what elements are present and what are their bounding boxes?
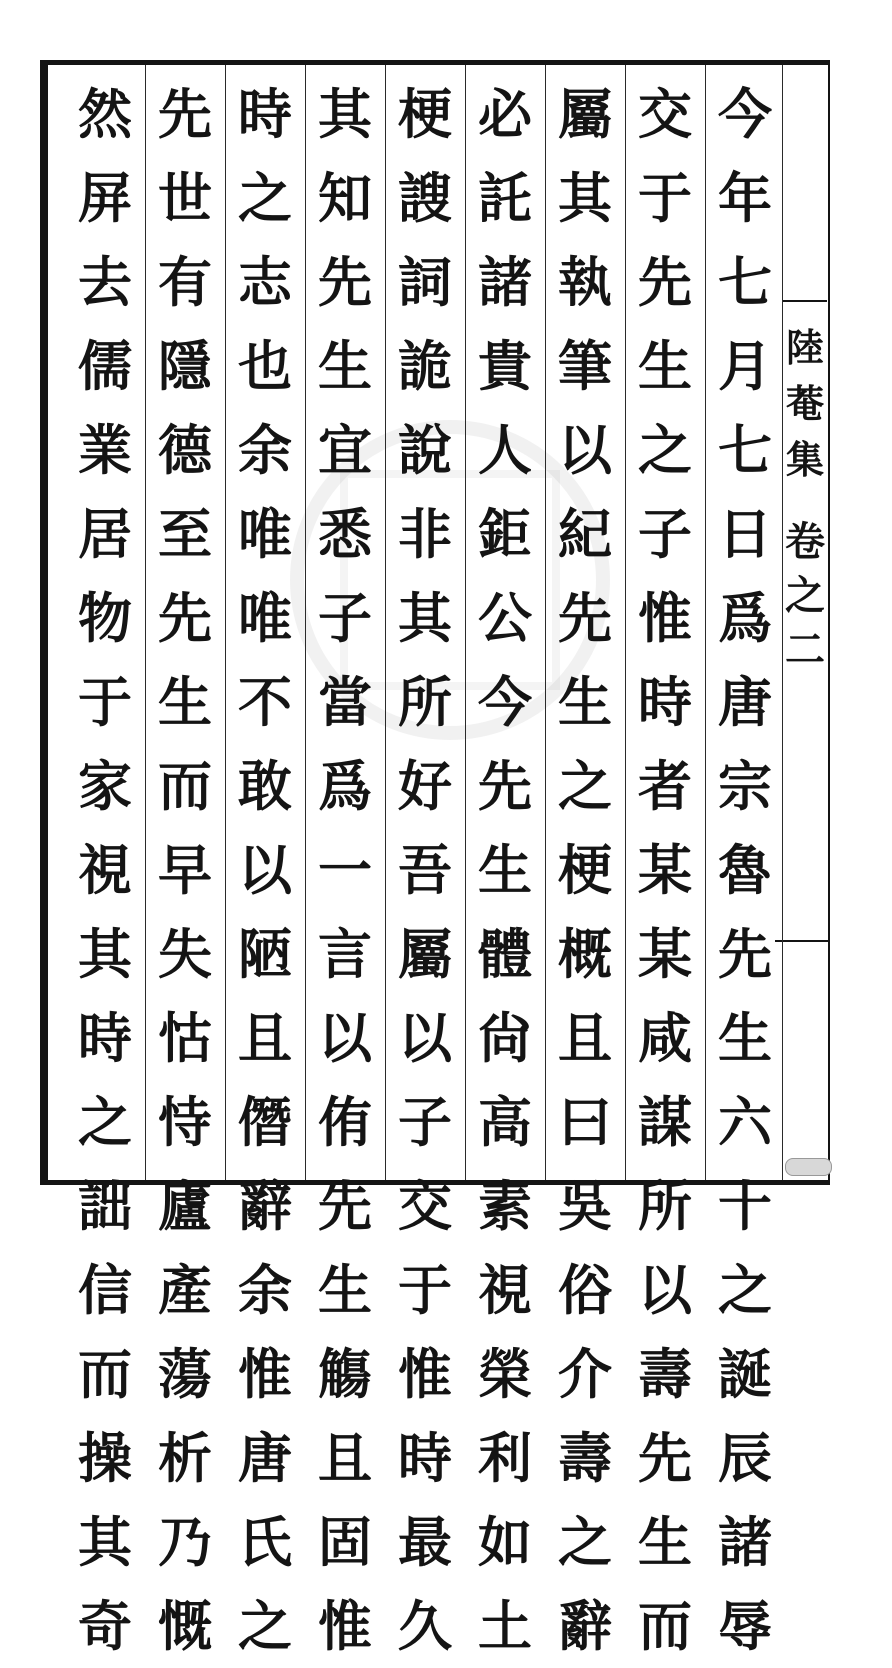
text-column: [629, 72, 701, 1668]
text-char: 託: [478, 166, 532, 230]
text-char: 生: [318, 1258, 372, 1322]
text-char: 爲: [718, 586, 772, 650]
text-char: 子: [638, 502, 692, 566]
text-char: 生: [318, 334, 372, 398]
column-rule: [145, 65, 146, 1180]
text-char: 日: [718, 502, 772, 566]
text-char: 先: [318, 250, 372, 314]
text-char: 惟: [638, 586, 692, 650]
text-char: 時: [238, 82, 292, 146]
text-char: 于: [398, 1258, 452, 1322]
text-char: 所: [638, 1174, 692, 1238]
text-char: 惟: [238, 1342, 292, 1406]
text-char: 爲: [318, 754, 372, 818]
text-column: [149, 72, 221, 1668]
text-char: 敢: [238, 754, 292, 818]
text-column: [69, 72, 141, 1668]
text-column: [309, 72, 381, 1668]
text-char: 生: [158, 670, 212, 734]
text-char: 屬: [558, 82, 612, 146]
text-char: 土: [478, 1594, 532, 1658]
text-char: 所: [398, 670, 452, 734]
text-char: 必: [478, 82, 532, 146]
text-char: 而: [78, 1342, 132, 1406]
text-char: 體: [478, 922, 532, 986]
text-char: 家: [78, 754, 132, 818]
scroll-roller: [785, 1158, 832, 1176]
text-char: 有: [158, 250, 212, 314]
text-char: 慨: [158, 1594, 212, 1658]
book-title: [783, 320, 827, 488]
volume-char: 之: [785, 572, 825, 619]
text-char: 介: [558, 1342, 612, 1406]
text-char: 誕: [718, 1342, 772, 1406]
text-char: 十: [718, 1174, 772, 1238]
text-char: 析: [158, 1426, 212, 1490]
text-char: 志: [238, 250, 292, 314]
text-char: 之: [558, 1510, 612, 1574]
text-char: 辭: [558, 1594, 612, 1658]
text-char: 諸: [718, 1510, 772, 1574]
text-char: 咸: [638, 1006, 692, 1070]
text-char: 知: [318, 166, 372, 230]
text-char: 生: [478, 838, 532, 902]
text-char: 交: [638, 82, 692, 146]
text-char: 辰: [718, 1426, 772, 1490]
column-rule: [385, 65, 386, 1180]
volume-label: [783, 515, 827, 677]
column-rule: [465, 65, 466, 1180]
text-char: 蕩: [158, 1342, 212, 1406]
text-char: 其: [318, 82, 372, 146]
text-char: 俗: [558, 1258, 612, 1322]
text-char: 子: [318, 586, 372, 650]
text-char: 失: [158, 922, 212, 986]
text-column: [709, 72, 781, 1668]
text-char: 之: [238, 166, 292, 230]
text-char: 去: [78, 250, 132, 314]
text-char: 執: [558, 250, 612, 314]
text-column: [469, 72, 541, 1668]
text-char: 交: [398, 1174, 452, 1238]
text-char: 月: [718, 334, 772, 398]
text-char: 世: [158, 166, 212, 230]
text-char: 余: [238, 418, 292, 482]
text-char: 如: [478, 1510, 532, 1574]
text-char: 公: [478, 586, 532, 650]
text-char: 七: [718, 418, 772, 482]
text-char: 且: [318, 1426, 372, 1490]
text-char: 以: [398, 1006, 452, 1070]
column-rule: [625, 65, 626, 1180]
text-char: 恃: [158, 1090, 212, 1154]
text-char: 觴: [318, 1342, 372, 1406]
text-char: 生: [558, 670, 612, 734]
text-char: 時: [78, 1006, 132, 1070]
fold-center-rule: [775, 940, 830, 942]
text-char: 謏: [398, 166, 452, 230]
text-char: 鉅: [478, 502, 532, 566]
book-title-char: 陸: [785, 325, 824, 370]
text-char: 產: [158, 1258, 212, 1322]
column-rule: [705, 65, 706, 1180]
text-char: 視: [78, 838, 132, 902]
text-char: 時: [638, 670, 692, 734]
text-char: 居: [78, 502, 132, 566]
text-char: 屏: [78, 166, 132, 230]
text-char: 辭: [238, 1174, 292, 1238]
text-char: 說: [398, 418, 452, 482]
text-char: 唐: [238, 1426, 292, 1490]
text-char: 信: [78, 1258, 132, 1322]
text-char: 先: [478, 754, 532, 818]
text-char: 先: [158, 586, 212, 650]
text-char: 固: [318, 1510, 372, 1574]
text-char: 以: [318, 1006, 372, 1070]
text-char: 怙: [158, 1006, 212, 1070]
column-rule: [545, 65, 546, 1180]
text-char: 六: [718, 1090, 772, 1154]
text-char: 素: [478, 1174, 532, 1238]
text-char: 且: [558, 1006, 612, 1070]
text-char: 其: [558, 166, 612, 230]
text-char: 之: [78, 1090, 132, 1154]
text-char: 高: [478, 1090, 532, 1154]
text-char: 子: [398, 1090, 452, 1154]
text-char: 其: [78, 922, 132, 986]
text-char: 其: [398, 586, 452, 650]
text-char: 謀: [638, 1090, 692, 1154]
text-char: 生: [638, 334, 692, 398]
text-char: 壽: [558, 1426, 612, 1490]
column-rule: [782, 65, 783, 1180]
text-char: 紀: [558, 502, 612, 566]
text-char: 先: [638, 250, 692, 314]
text-char: 之: [238, 1594, 292, 1658]
column-rule: [305, 65, 306, 1180]
text-char: 于: [78, 670, 132, 734]
text-char: 先: [558, 586, 612, 650]
text-char: 久: [398, 1594, 452, 1658]
book-title-char: 集: [785, 437, 824, 482]
text-char: 詘: [78, 1174, 132, 1238]
text-char: 余: [238, 1258, 292, 1322]
text-char: 曰: [558, 1090, 612, 1154]
text-char: 操: [78, 1426, 132, 1490]
text-char: 宗: [718, 754, 772, 818]
text-char: 先: [718, 922, 772, 986]
text-char: 其: [78, 1510, 132, 1574]
text-char: 氏: [238, 1510, 292, 1574]
text-char: 壽: [638, 1342, 692, 1406]
text-char: 陋: [238, 922, 292, 986]
text-char: 悉: [318, 502, 372, 566]
text-char: 吳: [558, 1174, 612, 1238]
text-column: [549, 72, 621, 1668]
text-char: 屬: [398, 922, 452, 986]
text-char: 詭: [398, 334, 452, 398]
text-char: 非: [398, 502, 452, 566]
text-char: 以: [638, 1258, 692, 1322]
text-char: 先: [638, 1426, 692, 1490]
text-char: 某: [638, 922, 692, 986]
text-char: 某: [638, 838, 692, 902]
text-char: 之: [558, 754, 612, 818]
text-char: 利: [478, 1426, 532, 1490]
text-char: 唯: [238, 502, 292, 566]
text-char: 筆: [558, 334, 612, 398]
text-char: 梗: [398, 82, 452, 146]
text-char: 惟: [318, 1594, 372, 1658]
text-char: 隱: [158, 334, 212, 398]
text-char: 七: [718, 250, 772, 314]
text-char: 年: [718, 166, 772, 230]
text-char: 諸: [478, 250, 532, 314]
text-char: 不: [238, 670, 292, 734]
text-char: 以: [238, 838, 292, 902]
book-title-char: 菴: [785, 381, 824, 426]
text-char: 且: [238, 1006, 292, 1070]
text-char: 儒: [78, 334, 132, 398]
text-char: 生: [638, 1510, 692, 1574]
text-char: 尙: [478, 1006, 532, 1070]
text-char: 辱: [718, 1594, 772, 1658]
text-column: [229, 72, 301, 1668]
text-char: 詞: [398, 250, 452, 314]
text-char: 唐: [718, 670, 772, 734]
text-char: 奇: [78, 1594, 132, 1658]
text-char: 先: [158, 82, 212, 146]
text-char: 梗: [558, 838, 612, 902]
text-char: 唯: [238, 586, 292, 650]
text-char: 德: [158, 418, 212, 482]
text-char: 侑: [318, 1090, 372, 1154]
text-char: 也: [238, 334, 292, 398]
text-char: 然: [78, 82, 132, 146]
text-char: 于: [638, 166, 692, 230]
text-char: 視: [478, 1258, 532, 1322]
text-char: 乃: [158, 1510, 212, 1574]
text-char: 而: [638, 1594, 692, 1658]
text-char: 先: [318, 1174, 372, 1238]
text-char: 物: [78, 586, 132, 650]
text-char: 當: [318, 670, 372, 734]
text-char: 好: [398, 754, 452, 818]
text-char: 僭: [238, 1090, 292, 1154]
text-char: 之: [718, 1258, 772, 1322]
text-char: 宜: [318, 418, 372, 482]
text-char: 言: [318, 922, 372, 986]
text-char: 而: [158, 754, 212, 818]
volume-char: 卷: [785, 518, 825, 565]
text-char: 人: [478, 418, 532, 482]
text-char: 早: [158, 838, 212, 902]
text-char: 吾: [398, 838, 452, 902]
text-char: 一: [318, 838, 372, 902]
text-char: 者: [638, 754, 692, 818]
text-char: 惟: [398, 1342, 452, 1406]
text-char: 時: [398, 1426, 452, 1490]
text-char: 魯: [718, 838, 772, 902]
text-char: 生: [718, 1006, 772, 1070]
text-char: 至: [158, 502, 212, 566]
text-column: [389, 72, 461, 1668]
text-char: 業: [78, 418, 132, 482]
column-rule: [225, 65, 226, 1180]
text-char: 以: [558, 418, 612, 482]
text-char: 之: [638, 418, 692, 482]
text-char: 貴: [478, 334, 532, 398]
text-char: 最: [398, 1510, 452, 1574]
volume-char: 二: [785, 626, 825, 673]
text-char: 今: [718, 82, 772, 146]
text-char: 今: [478, 670, 532, 734]
text-char: 廬: [158, 1174, 212, 1238]
text-char: 榮: [478, 1342, 532, 1406]
text-char: 概: [558, 922, 612, 986]
